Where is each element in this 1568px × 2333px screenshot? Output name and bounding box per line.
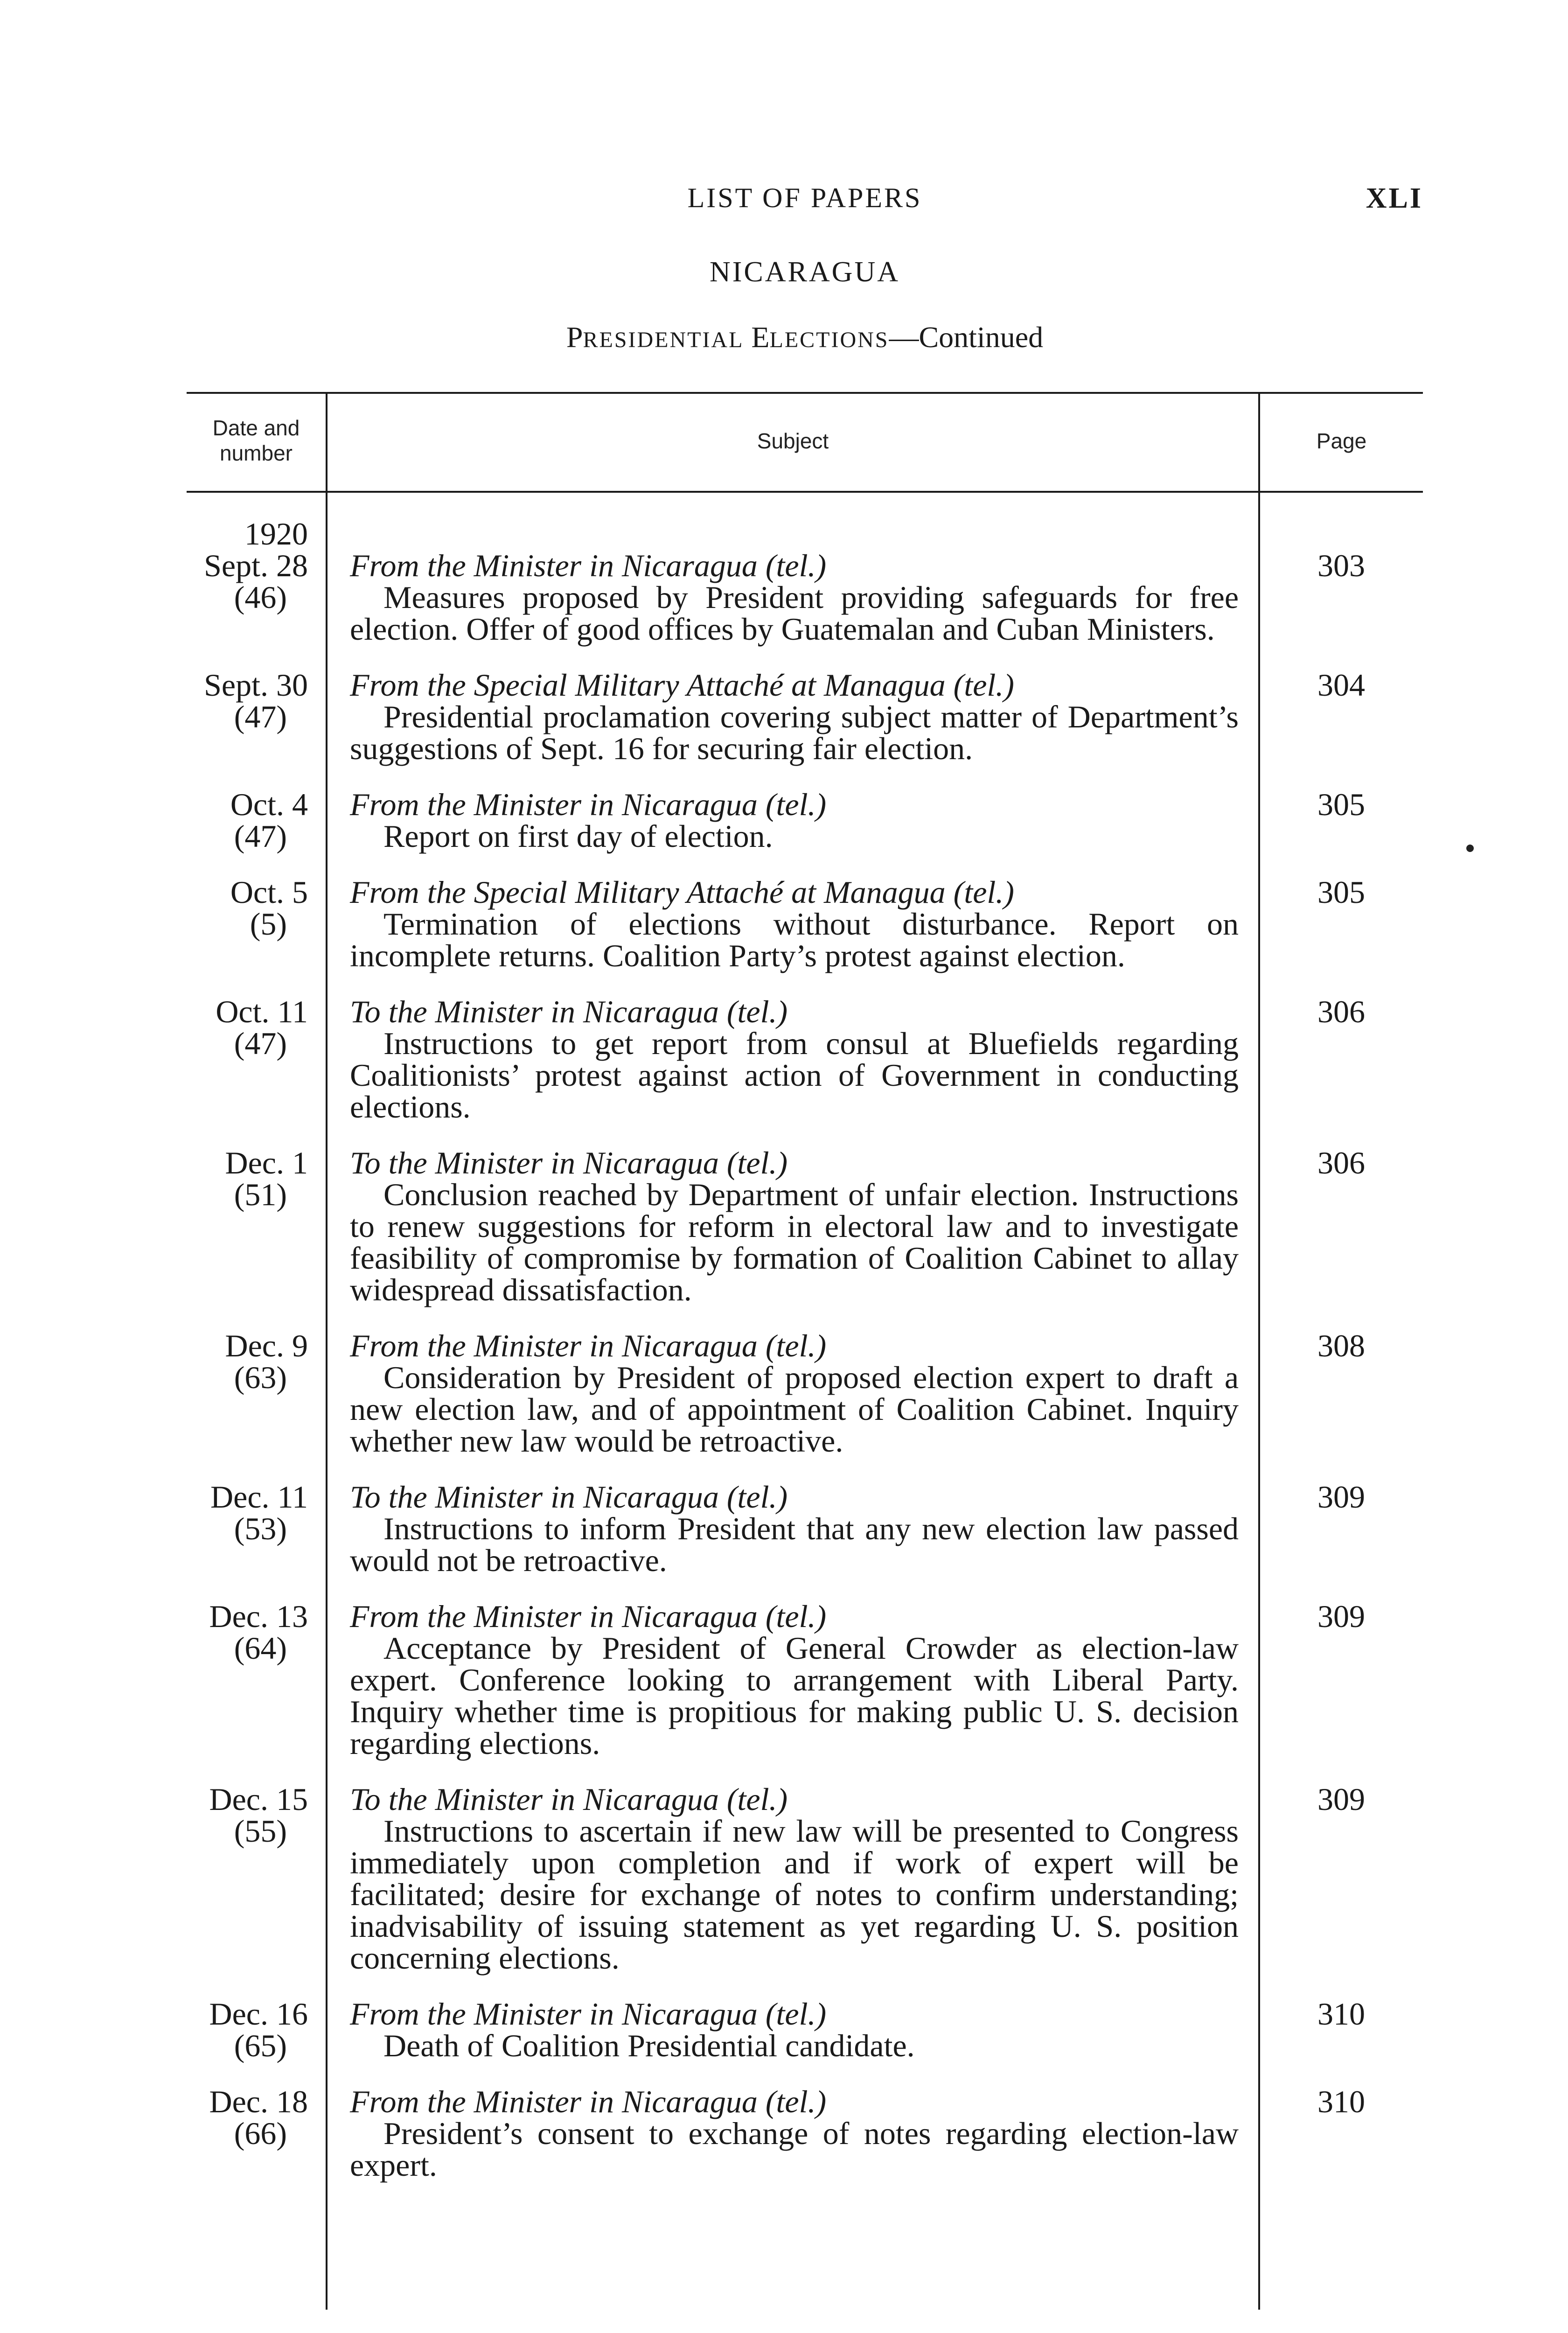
row-tel-marker: (tel.) <box>953 874 1014 910</box>
row-correspondent <box>350 1783 1239 1815</box>
row-subject <box>350 789 1239 852</box>
row-summary: Death of Coalition Presidential candidate. <box>383 2028 915 2063</box>
table-year: 1920 <box>244 516 308 552</box>
row-correspondent-text: From the Minister in Nicaragua <box>350 1599 758 1634</box>
row-date-text: Dec. 18 <box>209 2084 308 2119</box>
country-heading: NICARAGUA <box>710 256 900 288</box>
header-date-number <box>187 415 326 466</box>
header-page: Page <box>1316 429 1367 453</box>
row-date <box>187 1998 308 2030</box>
row-subject <box>350 996 1239 1123</box>
row-correspondent-text: To the Minister in Nicaragua <box>350 1479 719 1515</box>
row-page: 306 <box>1317 1145 1365 1180</box>
row-number: (47) <box>234 818 287 854</box>
row-date <box>187 1481 308 1513</box>
row-tel-marker: (tel.) <box>726 1479 788 1515</box>
row-page: 309 <box>1317 1599 1365 1634</box>
section-e-initial: E <box>751 321 770 354</box>
row-date-text: Dec. 11 <box>210 1479 308 1515</box>
row-page: 310 <box>1317 1996 1365 2032</box>
row-summary: Presidential proclamation covering subject matter of Department’s suggestions of Sept. 16 for securing fair election. <box>350 699 1239 766</box>
row-summary: Consideration by President of proposed election expert to draft a new election law, and of appointment of Coalition Cabinet. Inquiry whether new law would be retroactive. <box>350 1360 1239 1459</box>
row-subject <box>350 1481 1239 1576</box>
row-summary: Acceptance by President of General Crowder as election-law expert. Conference looking to arrangement with Liberal Party. Inquiry whether time is propitious for making public U. S. decision regarding elections. <box>350 1630 1239 1761</box>
row-number: (65) <box>234 2028 287 2063</box>
row-date <box>187 876 308 908</box>
section-p-rest: RESIDENTIAL <box>583 328 744 352</box>
row-date <box>187 550 308 581</box>
row-correspondent <box>350 2086 1239 2117</box>
row-subject <box>350 1600 1239 1759</box>
row-date <box>187 1147 308 1179</box>
row-correspondent <box>350 1330 1239 1362</box>
row-subject <box>350 1998 1239 2061</box>
row-date <box>187 996 308 1027</box>
row-tel-marker: (tel.) <box>726 1145 788 1180</box>
row-tel-marker: (tel.) <box>765 787 827 822</box>
row-page: 309 <box>1317 1479 1365 1515</box>
row-date-text: Dec. 15 <box>209 1781 308 1817</box>
row-correspondent-text: To the Minister in Nicaragua <box>350 1145 719 1180</box>
table-header-rule <box>187 491 1423 493</box>
running-head <box>187 182 1423 219</box>
section-p-initial: P <box>566 321 583 354</box>
row-date-text: Dec. 13 <box>209 1599 308 1634</box>
row-date <box>187 2086 308 2117</box>
row-number: (47) <box>234 699 287 734</box>
row-number: (53) <box>234 1511 287 1546</box>
row-tel-marker: (tel.) <box>765 1996 827 2032</box>
row-tel-marker: (tel.) <box>726 1781 788 1817</box>
row-tel-marker: (tel.) <box>726 994 788 1029</box>
row-subject <box>350 2086 1239 2181</box>
column-divider-left <box>326 392 328 2310</box>
row-correspondent <box>350 1998 1239 2030</box>
row-summary: Measures proposed by President providing safeguards for free election. Offer of good offices by Guatemalan and Cuban Ministers. <box>350 580 1239 647</box>
row-correspondent <box>350 876 1239 908</box>
row-correspondent <box>350 996 1239 1027</box>
row-page: 310 <box>1317 2084 1365 2119</box>
row-tel-marker: (tel.) <box>953 667 1014 703</box>
row-date-text: Dec. 9 <box>225 1328 308 1363</box>
row-correspondent-text: From the Minister in Nicaragua <box>350 1328 758 1363</box>
running-title: LIST OF PAPERS <box>687 182 922 213</box>
row-subject <box>350 1783 1239 1974</box>
row-page: 309 <box>1317 1781 1365 1817</box>
row-date-text: Oct. 11 <box>216 994 308 1029</box>
row-summary: Instructions to get report from consul at Bluefields regarding Coalitionists’ protest against action of Government in conducting elections. <box>350 1026 1239 1125</box>
page-folio: XLI <box>1366 182 1423 214</box>
row-subject <box>350 1330 1239 1457</box>
row-correspondent <box>350 669 1239 701</box>
row-correspondent <box>350 1600 1239 1632</box>
row-correspondent-text: From the Minister in Nicaragua <box>350 548 758 583</box>
row-number: (63) <box>234 1360 287 1395</box>
row-correspondent-text: To the Minister in Nicaragua <box>350 994 719 1029</box>
row-page: 305 <box>1317 874 1365 910</box>
row-subject <box>350 1147 1239 1306</box>
row-correspondent <box>350 550 1239 581</box>
row-number: (46) <box>234 580 287 615</box>
row-page: 304 <box>1317 667 1365 703</box>
row-date <box>187 1330 308 1362</box>
row-correspondent <box>350 789 1239 820</box>
row-number: (66) <box>234 2116 287 2151</box>
header-date-line2: number <box>220 441 293 465</box>
row-number: (55) <box>234 1813 287 1849</box>
row-correspondent-text: From the Special Military Attaché at Managua <box>350 667 946 703</box>
row-summary: Termination of elections without disturbance. Report on incomplete returns. Coalition Party’s protest against election. <box>350 906 1239 973</box>
margin-dot <box>1466 845 1474 852</box>
row-date <box>187 669 308 701</box>
row-tel-marker: (tel.) <box>765 548 827 583</box>
row-page: 303 <box>1317 548 1365 583</box>
row-date-text: Sept. 30 <box>204 667 308 703</box>
row-date-text: Oct. 5 <box>230 874 308 910</box>
row-page: 306 <box>1317 994 1365 1029</box>
row-summary: Instructions to inform President that any new election law passed would not be retroactive. <box>350 1511 1239 1578</box>
row-summary: President’s consent to exchange of notes regarding election-law expert. <box>350 2116 1239 2183</box>
row-page: 305 <box>1317 787 1365 822</box>
row-date-text: Oct. 4 <box>230 787 308 822</box>
row-summary: Report on first day of election. <box>383 818 773 854</box>
row-subject <box>350 669 1239 764</box>
row-number: (5) <box>250 906 287 942</box>
row-tel-marker: (tel.) <box>765 1599 827 1634</box>
row-correspondent <box>350 1481 1239 1513</box>
row-date <box>187 1783 308 1815</box>
section-e-rest: LECTIONS <box>769 328 889 352</box>
row-page: 308 <box>1317 1328 1365 1363</box>
row-date-text: Dec. 1 <box>225 1145 308 1180</box>
row-number: (51) <box>234 1177 287 1212</box>
row-date <box>187 789 308 820</box>
section-heading <box>187 320 1423 355</box>
table-top-rule <box>187 392 1423 394</box>
row-tel-marker: (tel.) <box>765 1328 827 1363</box>
row-correspondent <box>350 1147 1239 1179</box>
row-tel-marker: (tel.) <box>765 2084 827 2119</box>
row-subject <box>350 876 1239 971</box>
header-date-line1: Date and <box>212 416 300 440</box>
header-subject: Subject <box>757 429 829 453</box>
row-number: (64) <box>234 1630 287 1666</box>
row-summary: Conclusion reached by Department of unfair election. Instructions to renew suggestions for reform in electoral law and to investigate feasibility of compromise by formation of Coalition Cabinet to allay widespread dissatisfaction. <box>350 1177 1239 1307</box>
row-number: (47) <box>234 1026 287 1061</box>
row-subject <box>350 550 1239 645</box>
section-continued: —Continued <box>889 321 1044 354</box>
row-correspondent-text: From the Minister in Nicaragua <box>350 787 758 822</box>
row-correspondent-text: From the Minister in Nicaragua <box>350 1996 758 2032</box>
row-date <box>187 1600 308 1632</box>
row-summary: Instructions to ascertain if new law will be presented to Congress immediately upon completion and if work of expert will be facilitated; desire for exchange of notes to confirm understanding; inadvisability of issuing statement as yet regarding U. S. position concerning elections. <box>350 1813 1239 1976</box>
row-correspondent-text: From the Special Military Attaché at Managua <box>350 874 946 910</box>
row-correspondent-text: From the Minister in Nicaragua <box>350 2084 758 2119</box>
row-date-text: Sept. 28 <box>204 548 308 583</box>
row-correspondent-text: To the Minister in Nicaragua <box>350 1781 719 1817</box>
row-date-text: Dec. 16 <box>209 1996 308 2032</box>
